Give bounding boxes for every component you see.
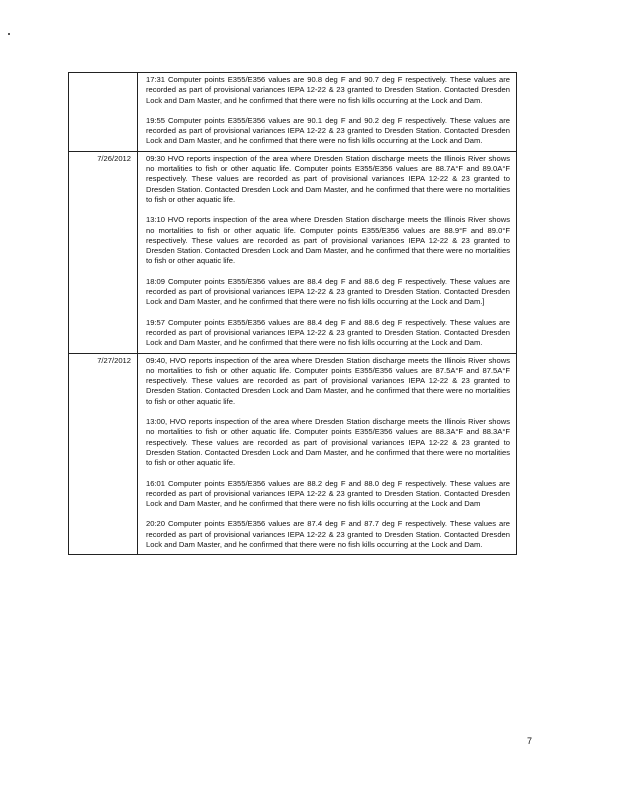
log-entry: 09:30 HVO reports inspection of the area where Dresden Station discharge meets the Illinois River shows no mortalities to fish or other aquatic life. Computer points E355/E356 values are 88.7A°F and 89.0A°F respectively. These values are recorded as part of provisional variances IEPA 12-22 & 23 granted to Dresden Station. Contacted Dresden Lock and Dam Master, and he confirmed that there were no mortalities to fish or other aquatic life. bbox=[146, 153, 510, 204]
log-entry: 19:57 Computer points E355/E356 values are 88.4 deg F and 88.6 deg F respectively. These values are recorded as part of provisional variances IEPA 12-22 & 23 granted to Dresden Station. Contacted Dresden Lock and Dam Master, and he confirmed that there were no fish kills occurring at the Lock and Dam. bbox=[146, 317, 510, 348]
log-entry: 13:10 HVO reports inspection of the area where Dresden Station discharge meets the Illinois River shows no mortalities to fish or other aquatic life. Computer points E355/E356 values are 88.9°F and 89.0°F respectively. These values are recorded as part of provisional variances IEPA 12-22 & 23 granted to Dresden Station. Contacted Dresden Lock and Dam Master, and he confirmed that there were no mortalities to fish or other aquatic life. bbox=[146, 215, 510, 266]
log-entry: 09:40, HVO reports inspection of the area where Dresden Station discharge meets the Illinois River shows no mortalities to fish or other aquatic life. Computer points E355/E356 values are 87.5A°F and 87.5A°F respectively. These values are recorded as part of provisional variances IEPA 12-22 & 23 granted to Dresden Station. Contacted Dresden Lock and Dam Master, and he confirmed that there were no mortalities to fish or other aquatic life. bbox=[146, 355, 510, 406]
page-number: 7 bbox=[527, 736, 533, 746]
log-entry: 20:20 Computer points E355/E356 values are 87.4 deg F and 87.7 deg F respectively. These values are recorded as part of provisional variances IEPA 12-22 & 23 granted to Dresden Station. Contacted Dresden Lock and Dam Master, and he confirmed that there were no fish kills occurring at the Lock and Dam. bbox=[146, 519, 510, 549]
table-row bbox=[69, 353, 517, 555]
entries-cell bbox=[138, 151, 517, 353]
table-row bbox=[69, 151, 517, 353]
scan-mark bbox=[8, 33, 10, 35]
entries-cell bbox=[138, 353, 517, 555]
date-cell: 7/27/2012 bbox=[69, 353, 138, 555]
log-entry: 16:01 Computer points E355/E356 values are 88.2 deg F and 88.0 deg F respectively. These values are recorded as part of provisional variances IEPA 12-22 & 23 granted to Dresden Station. Contacted Dresden Lock and Dam Master, and he confirmed that there were no fish kills occurring at the Lock and Dam bbox=[146, 478, 510, 509]
log-entry: 13:00, HVO reports inspection of the area where Dresden Station discharge meets the Illinois River shows no mortalities to fish or other aquatic life. Computer points E355/E356 values are 88.3A°F and 88.3A°F respectively. These values are recorded as part of provisional variances IEPA 12-22 & 23 granted to Dresden Station. Contacted Dresden Lock and Dam Master, and he confirmed that there were no mortalities to fish or other aquatic life. bbox=[146, 417, 510, 468]
log-entry: 19:55 Computer points E355/E356 values are 90.1 deg F and 90.2 deg F respectively. These values are recorded as part of provisional variances IEPA 12-22 & 23 granted to Dresden Station. Contacted Dresden Lock and Dam Master, and he confirmed that there were no fish kills occurring at the Lock and Dam. bbox=[146, 115, 510, 146]
entries-cell bbox=[138, 73, 517, 152]
log-table bbox=[68, 72, 517, 555]
date-cell bbox=[69, 73, 138, 152]
date-cell: 7/26/2012 bbox=[69, 151, 138, 353]
table-row bbox=[69, 73, 517, 152]
log-entry: 17:31 Computer points E355/E356 values are 90.8 deg F and 90.7 deg F respectively. These values are recorded as part of provisional variances IEPA 12-22 & 23 granted to Dresden Station. Contacted Dresden Lock and Dam Master, and he confirmed that there were no fish kills occurring at the Lock and Dam. bbox=[146, 75, 510, 105]
log-entry: 18:09 Computer points E355/E356 values are 88.4 deg F and 88.6 deg F respectively. These values are recorded as part of provisional variances IEPA 12-22 & 23 granted to Dresden Station. Contacted Dresden Lock and Dam Master, and he confirmed that there were no fish kills occurring at the Lock and Dam.] bbox=[146, 276, 510, 307]
